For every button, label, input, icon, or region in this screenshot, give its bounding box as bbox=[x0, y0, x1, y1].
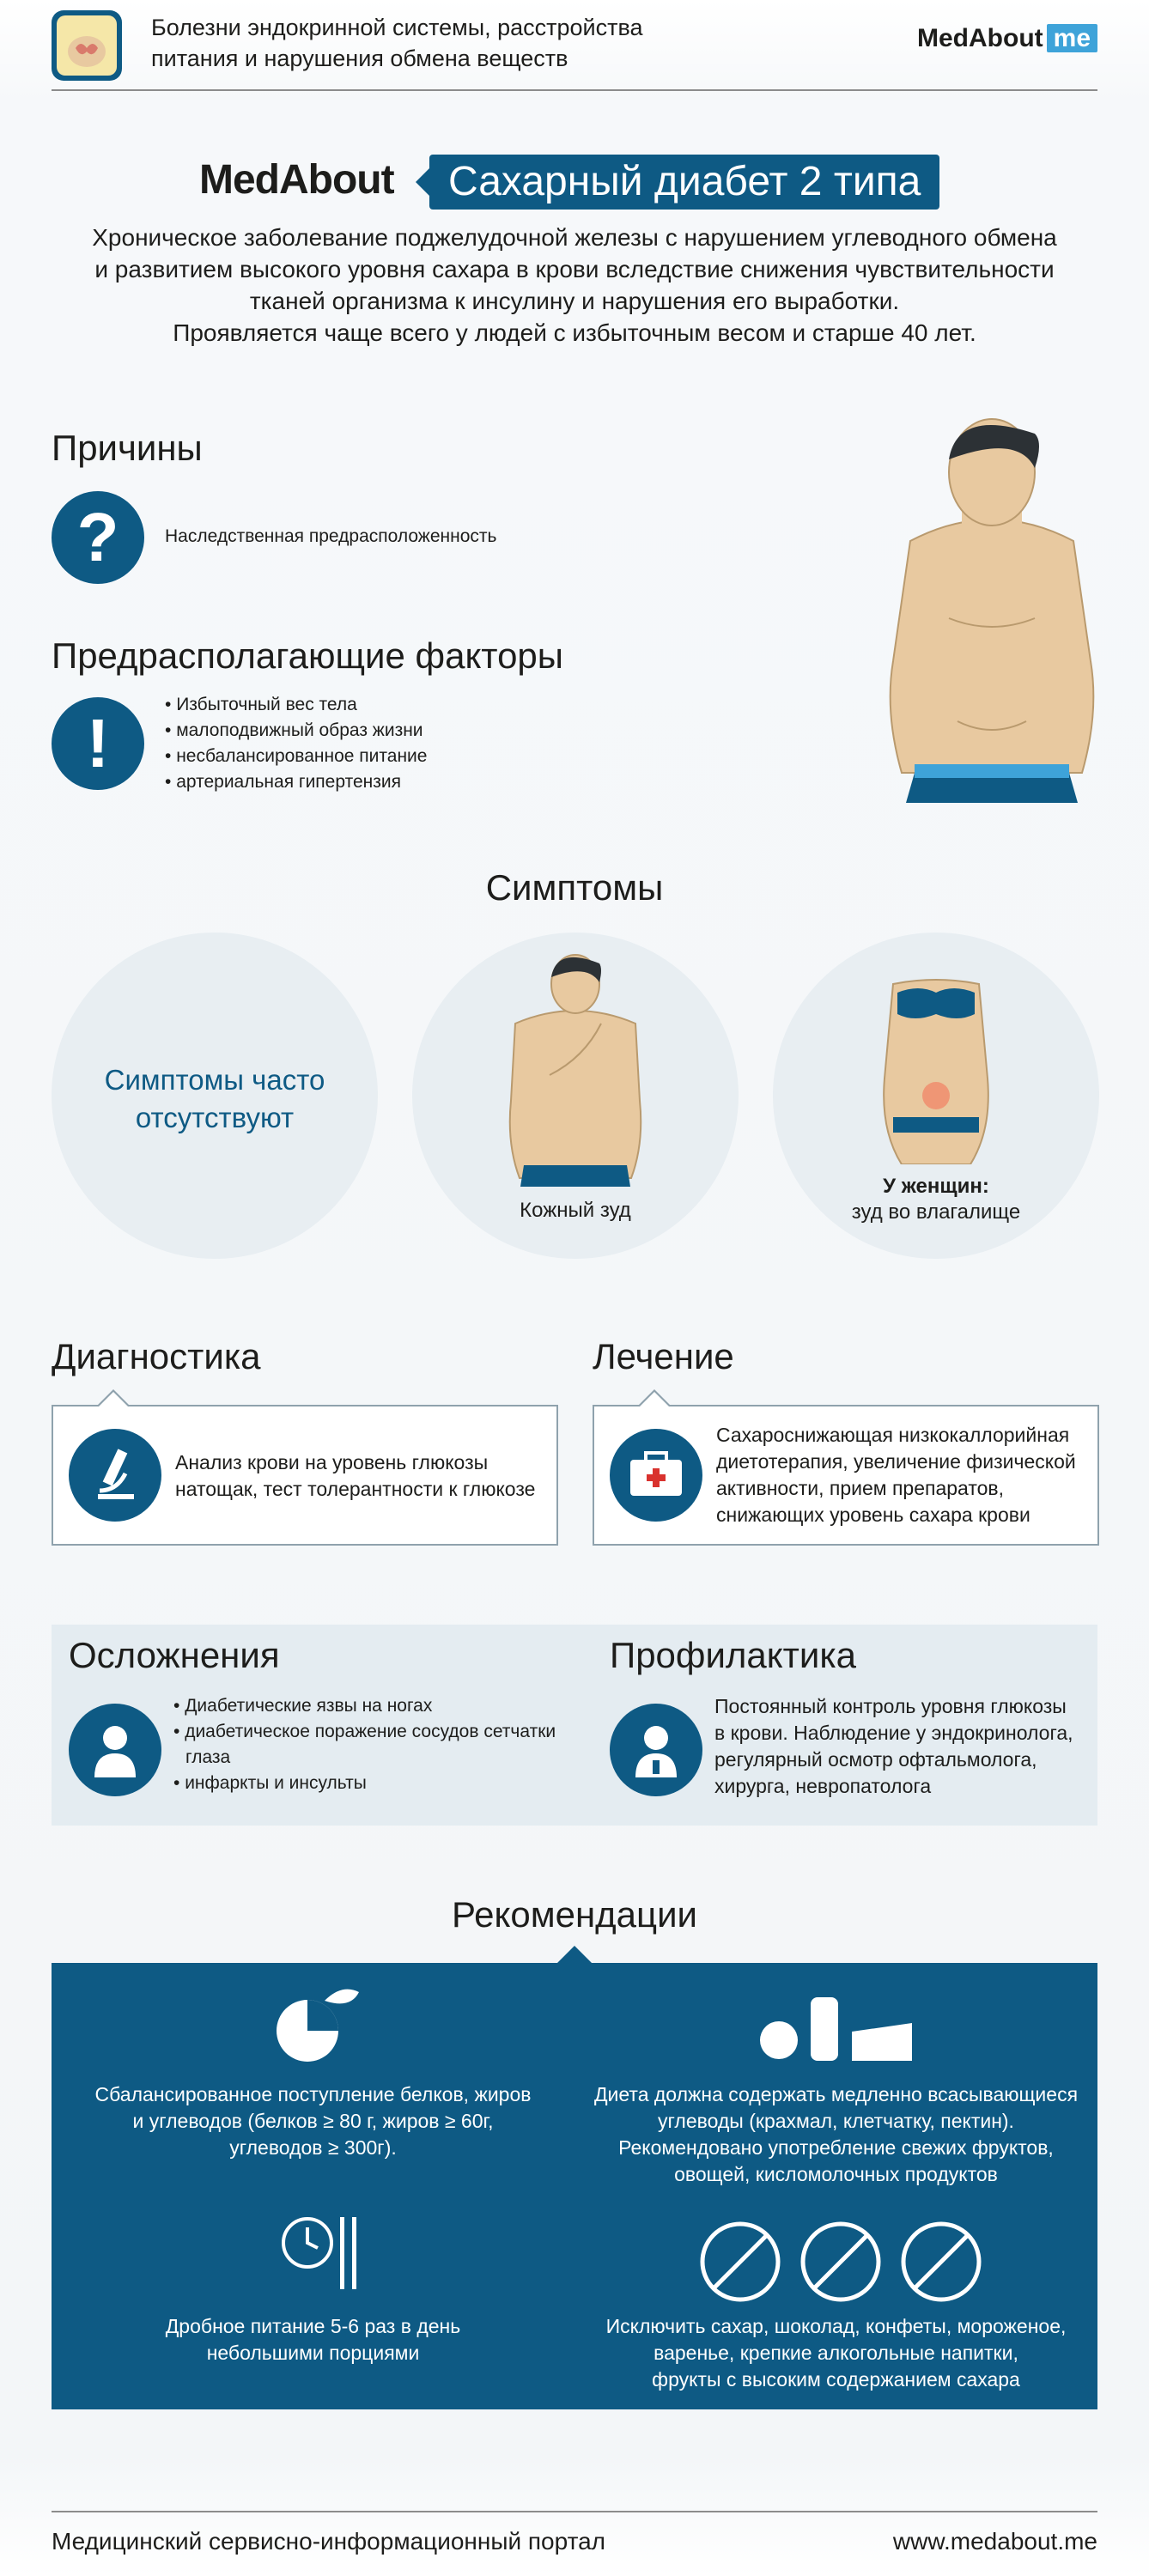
symptom-women-text: зуд во влагалище bbox=[851, 1200, 1021, 1224]
causes-heading: Причины bbox=[52, 428, 203, 468]
list-item: • инфаркты и инсульты bbox=[173, 1771, 568, 1796]
brand-name: MedAbout bbox=[199, 157, 394, 203]
balanced-diet-icon bbox=[273, 1984, 368, 2069]
recommendations-heading: Рекомендации bbox=[451, 1894, 697, 1935]
footer-portal-text: Медицинский сервисно-информационный портал bbox=[52, 2528, 605, 2555]
itching-man-icon bbox=[507, 946, 644, 1187]
category-thyroid-icon bbox=[52, 10, 122, 81]
recommendations-panel bbox=[52, 1963, 1097, 2409]
prevention-text: Постоянный контроль уровня глюкозы в крови. Наблюдение у эндокринолога, регулярный осмотр офтальмолога, хирурга, невропатолога bbox=[714, 1695, 1073, 1797]
woman-torso-icon bbox=[876, 967, 996, 1164]
dairy-fruit-icon bbox=[757, 1989, 921, 2066]
list-item: • несбалансированное питание bbox=[165, 744, 427, 769]
recommendation-exclude: Исключить сахар, шоколад, конфеты, мороженое, варенье, крепкие алкогольные напитки, фрукты с высоким содержанием сахара bbox=[605, 2315, 1067, 2391]
symptom-circle-women bbox=[773, 933, 1099, 1259]
list-item: • малоподвижный образ жизни bbox=[165, 718, 427, 744]
prevention-heading: Профилактика bbox=[610, 1635, 856, 1675]
treatment-text: Сахароснижающая низкокаллорийная диетотерапия, увеличение физической активности, прием препаратов, снижающих уровень сахара крови bbox=[716, 1424, 1076, 1526]
factors-heading: Предрасполагающие факторы bbox=[52, 635, 563, 676]
footer-divider bbox=[52, 2511, 1097, 2512]
overweight-man-illustration bbox=[876, 412, 1108, 816]
header-category-title: Болезни эндокринной системы, расстройства питания и нарушения обмена веществ bbox=[151, 15, 643, 71]
list-item: • диабетическое поражение сосудов сетчатки bbox=[173, 1719, 568, 1745]
symptoms-absent-text: отсутствуют bbox=[135, 1102, 295, 1133]
exclamation-icon: ! bbox=[52, 697, 144, 790]
list-item: • Диабетические язвы на ногах bbox=[173, 1693, 568, 1719]
footer-url-link[interactable]: www.medabout.me bbox=[892, 2528, 1097, 2555]
disease-title: Сахарный диабет 2 типа bbox=[429, 155, 939, 210]
header-divider bbox=[52, 89, 1097, 91]
symptom-circle-itching bbox=[412, 933, 739, 1259]
symptom-women-label: У женщин: bbox=[883, 1175, 989, 1198]
intro-text: Хроническое заболевание поджелудочной железы с нарушением углеводного обмена и развитием высокого уровня сахара в крови вследствие снижения чувствительности тканей организма к инсулину и нарушения его выработки. Проявляется чаще всего у людей с избыточным весом и старше 40 лет. bbox=[92, 224, 1057, 346]
causes-text: Наследственная предрасположенность bbox=[165, 526, 497, 546]
complications-prevention-panel bbox=[52, 1625, 1097, 1826]
factors-list bbox=[165, 692, 427, 795]
diagnostics-text: Анализ крови на уровень глюкозы натощак, тест толерантности к глюкозе bbox=[175, 1451, 536, 1500]
diagnostics-box bbox=[52, 1405, 558, 1546]
recommendation-balanced: Сбалансированное поступление белков, жиров и углеводов (белков ≥ 80 г, жиров ≥ 60г, углеводов ≥ 300г). bbox=[94, 2083, 532, 2159]
treatment-heading: Лечение bbox=[593, 1336, 734, 1376]
physician-icon bbox=[610, 1704, 702, 1796]
symptoms-heading: Симптомы bbox=[485, 867, 664, 908]
recommendation-diet: Диета должна содержать медленно всасывающиеся углеводы (крахмал, клетчатку, пектин). Рекомендовано употребление свежих фруктов, овощей, кисломолочных продуктов bbox=[593, 2083, 1079, 2185]
symptom-circle-absent bbox=[52, 933, 378, 1259]
recommendation-fractional: Дробное питание 5-6 раз в день небольшими порциями bbox=[165, 2315, 461, 2364]
diagnostics-heading: Диагностика bbox=[52, 1336, 261, 1376]
forbidden-foods-icon bbox=[699, 2221, 982, 2303]
symptom-skin-itch: Кожный зуд bbox=[520, 1199, 631, 1222]
list-item: • артериальная гипертензия bbox=[165, 769, 427, 795]
clock-fork-knife-icon bbox=[278, 2208, 364, 2294]
treatment-box bbox=[593, 1405, 1099, 1546]
microscope-icon bbox=[69, 1429, 161, 1522]
symptoms-absent-text: Симптомы часто bbox=[104, 1064, 325, 1096]
complications-heading: Осложнения bbox=[69, 1635, 280, 1675]
question-icon: ? bbox=[52, 491, 144, 584]
list-item: • Избыточный вес тела bbox=[165, 692, 427, 718]
list-item: глаза bbox=[185, 1747, 231, 1767]
medabout-logo[interactable]: MedAbout me bbox=[917, 24, 1097, 53]
complications-list bbox=[173, 1693, 568, 1796]
doctor-icon bbox=[69, 1704, 161, 1796]
first-aid-kit-icon bbox=[610, 1429, 702, 1522]
